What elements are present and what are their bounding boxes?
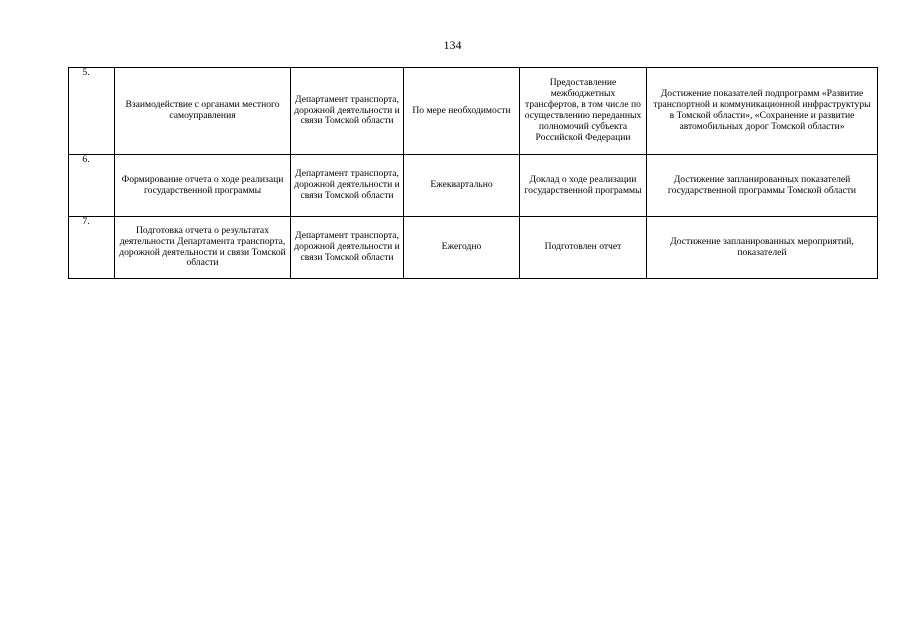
indicator-cell: Достижение запланированных мероприятий, показателей (647, 217, 878, 279)
term-cell: Ежеквартально (404, 155, 520, 217)
row-number: 7. (69, 217, 115, 279)
page-number: 134 (443, 38, 462, 52)
term-cell: По мере необходимости (404, 68, 520, 155)
table-row (69, 155, 878, 217)
executor-cell: Департамент транспорта, дорожной деятельности и связи Томской области (291, 217, 404, 279)
row-number: 5. (69, 68, 115, 155)
indicator-cell: Достижение запланированных показателей государственной программы Томской области (647, 155, 878, 217)
executor-cell: Департамент транспорта, дорожной деятельности и связи Томской области (291, 155, 404, 217)
action-cell: Подготовка отчета о результатах деятельности Департамента транспорта, дорожной деятельности и связи Томской области (115, 217, 291, 279)
result-cell: Предоставление межбюджетных трансфертов, в том числе по осуществлению переданных полномочий субъекта Российской Федерации (520, 68, 647, 155)
table-row (69, 217, 878, 279)
term-cell: Ежегодно (404, 217, 520, 279)
action-cell: Взаимодействие с органами местного самоуправления (115, 68, 291, 155)
indicator-cell: Достижение показателей подпрограмм «Развитие транспортной и коммуникационной инфраструктуры в Томской области», «Сохранение и развитие автомобильных дорог Томской области» (647, 68, 878, 155)
result-cell: Доклад о ходе реализации государственной программы (520, 155, 647, 217)
action-cell: Формирование отчета о ходе реализаци государственной программы (115, 155, 291, 217)
row-number: 6. (69, 155, 115, 217)
table-row (69, 68, 878, 155)
executor-cell: Департамент транспорта, дорожной деятельности и связи Томской области (291, 68, 404, 155)
activity-table (68, 67, 878, 279)
result-cell: Подготовлен отчет (520, 217, 647, 279)
